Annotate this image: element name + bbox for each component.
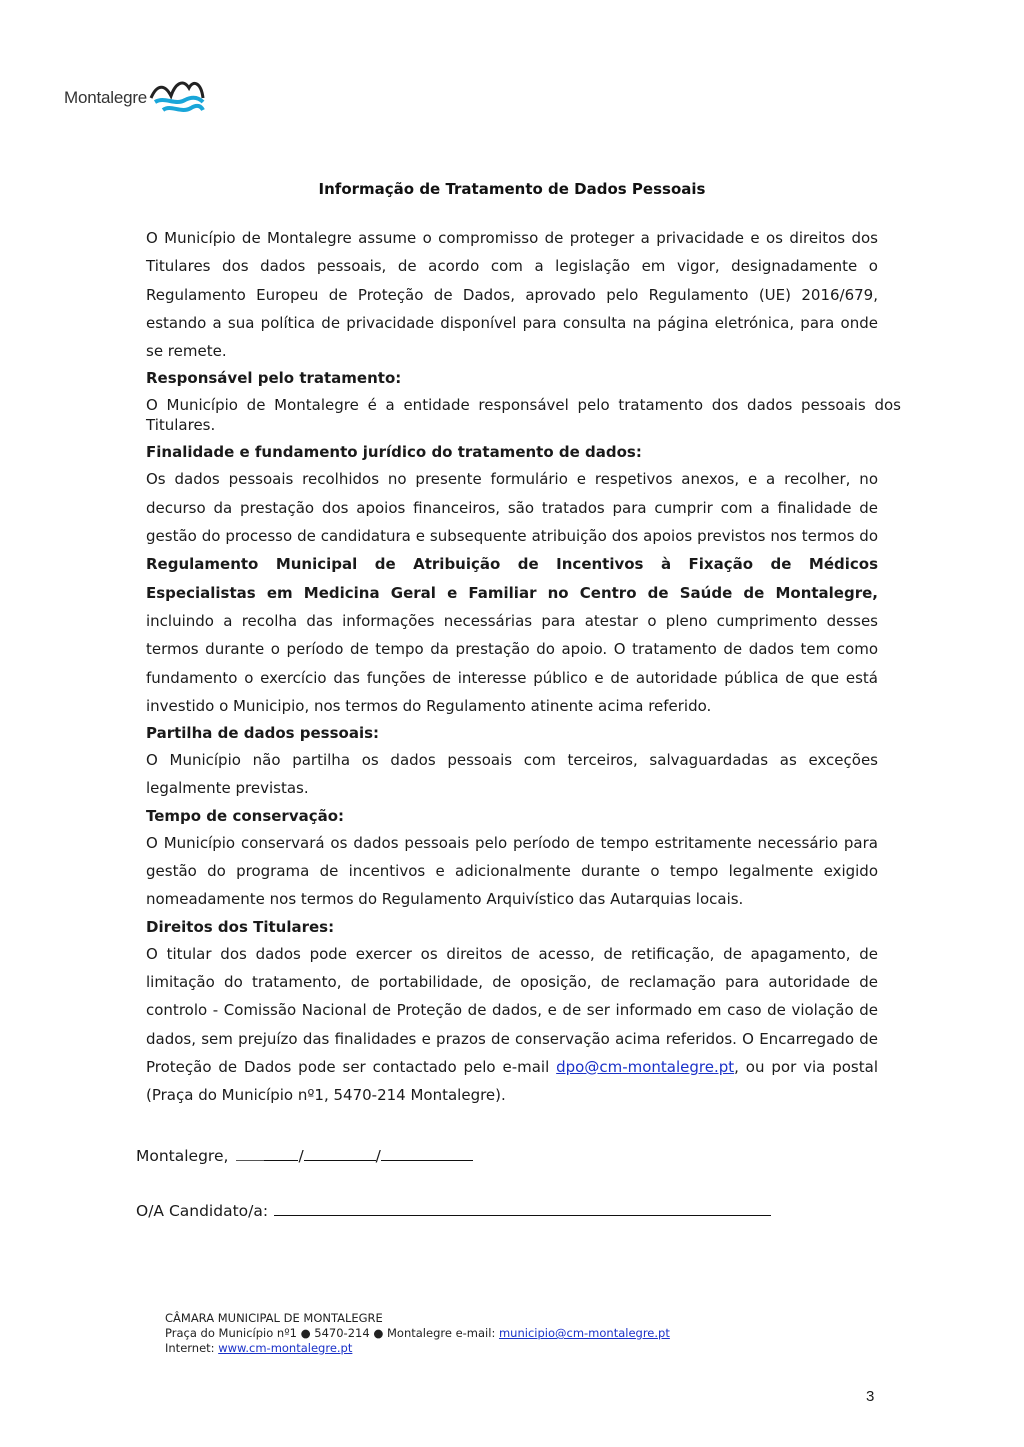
section-body-controller: O Município de Montalegre é a entidade responsável pelo tratamento dos dados pessoais dos Titulares. <box>146 396 901 434</box>
footer-internet <box>165 1341 670 1356</box>
logo-text: Montalegre <box>64 88 148 107</box>
day-field[interactable] <box>264 1142 298 1161</box>
section-body-retention: O Município conservará os dados pessoais pelo período de tempo estritamente necessário para gestão do programa de incentivos e adicionalmente durante o tempo legalmente exigido nomeadamente nos termos do Regulamento Arquivístico das Autarquias locais. <box>146 833 878 909</box>
footer-address <box>165 1326 670 1341</box>
rights-text-start: O titular dos dados pode exercer os direitos de acesso, de retificação, de apagamento, de limitação do tratamento, de portabilidade, de oposição, de reclamação para autoridade de controlo - Comissão Nacional de Proteção de dados, e de ser informado em caso de violação de dados, sem prejuízo das finalidades e prazos de conservação acima referidos. O Encarregado de Proteção de Dados pode ser contactado pelo e-mail <box>146 944 878 1076</box>
section-body-purpose <box>146 465 878 720</box>
day-field-a[interactable] <box>236 1142 264 1161</box>
municipality-logo <box>64 76 205 120</box>
section-body-sharing: O Município não partilha os dados pessoais com terceiros, salvaguardadas as exceções legalmente previstas. <box>146 751 878 798</box>
footer-internet-label: Internet: <box>165 1341 219 1355</box>
footer-address-text: Praça do Município nº1 ● 5470-214 ● Montalegre e-mail: <box>165 1326 499 1340</box>
footer-website-link[interactable]: www.cm-montalegre.pt <box>218 1341 353 1355</box>
date-separator-2: / <box>375 1147 381 1165</box>
intro-paragraph: O Município de Montalegre assume o compromisso de proteger a privacidade e os direitos dos Titulares dos dados pessoais, de acordo com a legislação em vigor, designadamente o Regulamento Europeu de Proteção de Dados, aprovado pelo Regulamento (UE) 2016/679, estando a sua política de privacidade disponível para consulta na página eletrónica, para onde se remete. <box>146 229 878 361</box>
footer-org-name: CÂMARA MUNICIPAL DE MONTALEGRE <box>165 1311 383 1325</box>
dpo-email-link[interactable]: dpo@cm-montalegre.pt <box>556 1057 735 1076</box>
section-heading-sharing: Partilha de dados pessoais: <box>146 724 380 743</box>
purpose-text-end: incluindo a recolha das informações necessárias para atestar o pleno cumprimento desses termos durante o período de tempo da prestação do apoio. O tratamento de dados tem como fundamento o exercício das funções de interesse público e de autoridade pública de que está investido o Municipio, nos termos do Regulamento atinente acima referido. <box>146 611 878 715</box>
candidate-label: O/A Candidato/a: <box>136 1202 269 1220</box>
rights-text-end: , ou por via postal (Praça do Município nº1, 5470-214 Montalegre). <box>146 1057 878 1105</box>
section-heading-purpose: Finalidade e fundamento jurídico do tratamento de dados: <box>146 443 642 462</box>
section-heading-controller: Responsável pelo tratamento: <box>146 369 402 388</box>
document-title: Informação de Tratamento de Dados Pessoais <box>318 180 706 198</box>
footer-email-link[interactable]: municipio@cm-montalegre.pt <box>498 1326 670 1340</box>
place-label: Montalegre, <box>136 1147 229 1165</box>
purpose-text-start: Os dados pessoais recolhidos no presente formulário e respetivos anexos, e a recolher, no decurso da prestação dos apoios financeiros, são tratados para cumprir com a finalidade de gestão do processo de candidatura e subsequente atribuição dos apoios previstos nos termos do <box>146 470 878 546</box>
month-field[interactable] <box>304 1142 376 1161</box>
date-line <box>136 1142 473 1165</box>
section-heading-retention: Tempo de conservação: <box>146 806 345 825</box>
date-separator-1: / <box>298 1147 304 1165</box>
regulation-name: Regulamento Municipal de Atribuição de Incentivos à Fixação de Médicos Especialistas em Medicina Geral e Familiar no Centro de Saúde de Montalegre, <box>146 555 878 602</box>
section-body-rights <box>146 940 878 1110</box>
section-heading-rights: Direitos dos Titulares: <box>146 917 335 936</box>
document-body <box>146 224 901 1109</box>
candidate-signature-field[interactable] <box>274 1197 771 1216</box>
year-field[interactable] <box>381 1142 473 1161</box>
page-footer <box>165 1311 670 1356</box>
page-number: 3 <box>866 1388 875 1405</box>
candidate-line <box>136 1197 771 1220</box>
montalegre-wave-icon <box>149 76 205 120</box>
